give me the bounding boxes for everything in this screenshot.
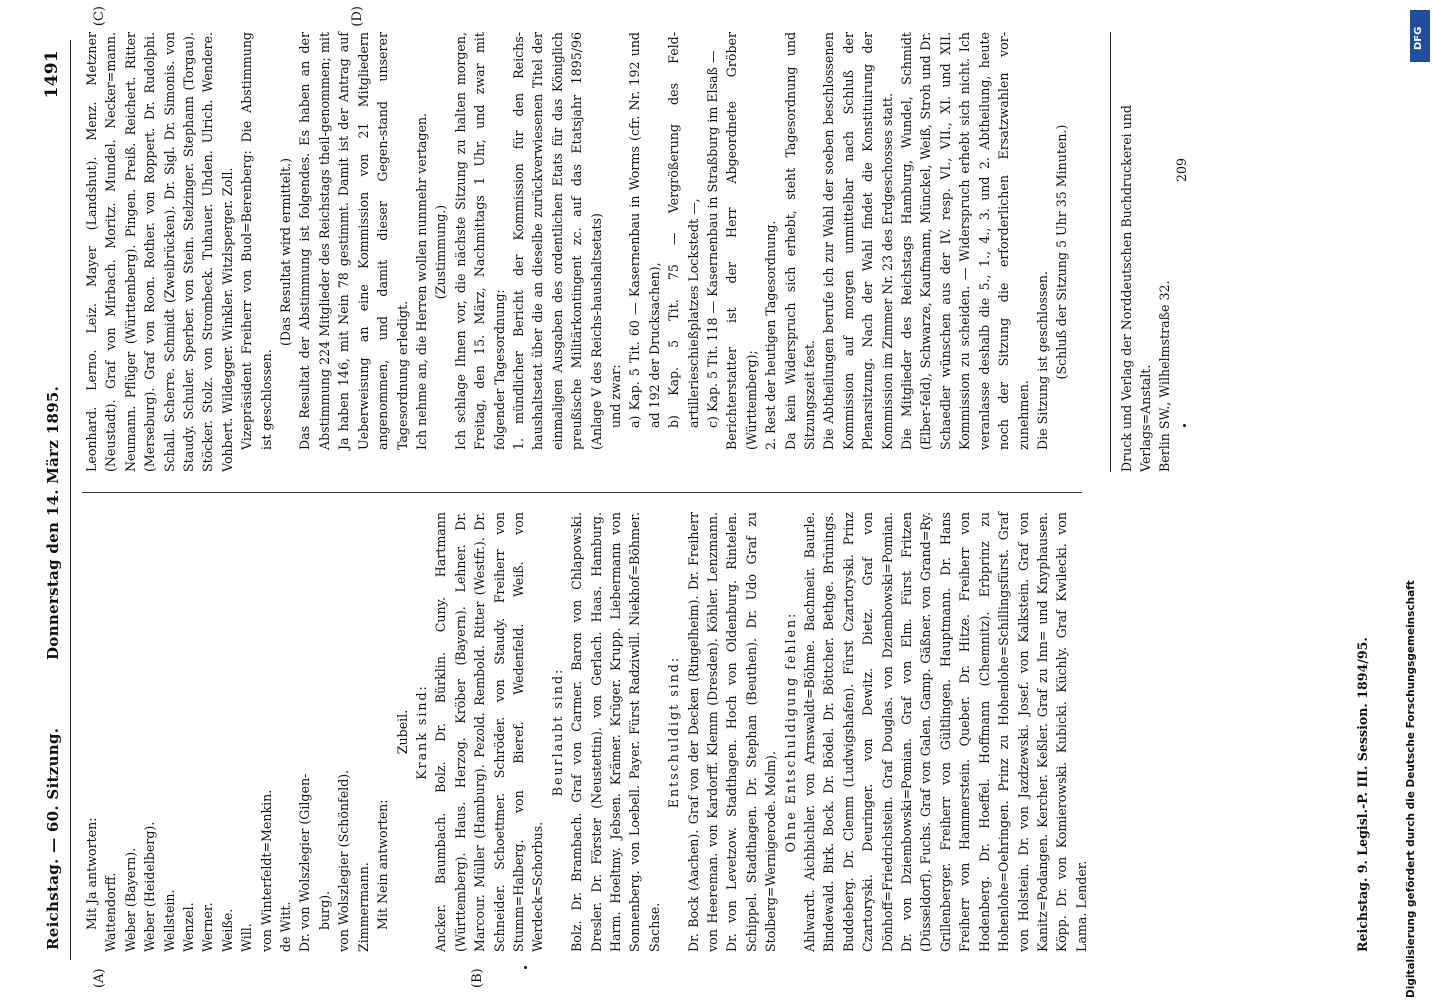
column-divider: [82, 492, 1082, 493]
left-column-paragraph: von Winterfeldt=Menkin.: [258, 789, 274, 952]
margin-marker-a: (A): [92, 968, 107, 988]
right-column-paragraph: Die Mitglieder des Reichstags Hamburg, Wundel, Schmidt (Elber-feld), Schwarze, Kaufmann, Münckel, Weiß, Stroh und Dr. Schaedler wünschen aus der IV. resp. VI., VII., XI. und XII. Kommission zu scheiden. — Widerspruch erhebt sich nicht. Ich veranlasse deshalb die 5., 1., 4., 3. und 2. Abtheilung, heute noch der Sitzung die erforderlichen Ersatzwahlen vor-zunehmen.: [899, 32, 1031, 450]
right-column-paragraph: 2. Rest der heutigen Tagesordnung.: [763, 220, 779, 450]
left-column-paragraph: Mit Ja antworten:: [84, 817, 99, 930]
right-column-paragraph: Vizepräsident Freiherr von Buol=Berenberg: Die Abstimmung ist geschlossen.: [239, 32, 274, 450]
right-column-paragraph: (Das Resultat wird ermittelt.): [278, 157, 294, 347]
left-column-paragraph: von Wolszlegier (Schönfeld).: [336, 769, 352, 952]
page-header: [42, 40, 71, 960]
left-column-paragraph: Entschuldigt sind:: [666, 655, 682, 809]
left-column-paragraph: Weber (Bayern).: [122, 847, 138, 952]
left-column-paragraph: Beurlaubt sind:: [549, 667, 565, 797]
dfg-logo-text: DFG: [1413, 26, 1424, 50]
right-column-paragraph: (Zustimmung.): [433, 204, 449, 300]
printer-line-2: Berlin SW., Wilhelmstraße 32.: [1157, 280, 1172, 472]
right-column-paragraph: und zwar:: [607, 364, 623, 428]
right-column-paragraph: Ich nehme an, die Herren wollen nunmehr vertagen.: [413, 112, 429, 450]
printer-imprint: [1110, 32, 1174, 472]
left-column-paragraph: Ohne Entschuldigung fehlen:: [782, 611, 798, 853]
header-left: Reichstag. — 60. Sitzung.: [44, 727, 62, 950]
dfg-logo: [1410, 10, 1430, 62]
right-column-paragraph: Das Resultat der Abstimmung ist folgendes. Es haben an der Abstimmung 224 Mitglieder des Reichstags theil-genommen; mit Ja haben 146, mit Nein 78 gestimmt. Damit ist der Antrag auf Ueberweisung an eine Kommission von 21 Mitgliedern angenommen, und damit dieser Gegen-stand unserer Tagesordnung erledigt.: [297, 32, 410, 450]
left-column-paragraph: Wenzel.: [181, 902, 197, 952]
right-column-paragraph: Berichterstatter ist der Herr Abgeordnete Gröber (Württemberg);: [724, 32, 759, 450]
margin-marker-d: (D): [350, 6, 365, 27]
right-column-paragraph: 1. mündlicher Bericht der Kommission für den Reichs-haushaltsetat über die an dieselbe zurückverwiesenen Titel der einmaligen Ausgaben des ordentlichen Etats für das Königlich preußische Militärkontingent zc. auf das Etatsjahr 1895/96 (Anlage V des Reichs-haushaltsetats): [510, 32, 604, 450]
right-column-paragraph: Die Sitzung ist geschlossen.: [1034, 270, 1050, 450]
left-column: [82, 512, 1089, 952]
scan-speck: [524, 966, 527, 969]
left-column-paragraph: Mit Nein antworten:: [375, 799, 391, 930]
left-column-paragraph: Wellstein.: [161, 889, 177, 952]
scan-speck: [1183, 424, 1186, 427]
margin-marker-b: (B): [470, 968, 485, 988]
left-column-paragraph: Weber (Heidelberg).: [142, 821, 158, 952]
margin-marker-c: (C): [92, 6, 107, 27]
right-column: [82, 32, 1082, 472]
right-column-paragraph: Da kein Widerspruch sich erhebt, steht Tagesordnung und Sitzungszeit fest.: [782, 32, 818, 450]
footer-session-line: Reichstag. 9. Legisl.-P. III. Session. 1894/95.: [1355, 637, 1370, 952]
left-column-paragraph: Krank sind:: [413, 684, 429, 780]
right-column-paragraph: a) Kap. 5 Tit. 60 — Kasernenbau in Worms (cfr. Nr. 192 und ad 192 der Drucksachen),: [627, 32, 662, 428]
right-column-paragraph: Leonhard. Lerno. Leiz. Mayer (Landshut). Menz. Metzner (Neustadt). Graf von Mirbach. Moritz. Mundel. Necker=mann. Neumann. Pflüger (Württemberg). Pingen. Preiß. Reichert. Ritter (Merseburg). Graf von Roon. Rother. von Roppert. Dr. Rudolphi. Schall. Scherre. Schmidt (Zweibrücken). Dr. Sigl. Dr. Simonis. von Staudy. Schuler. Sperber. von Stein. Stelzinger. Stephann (Torgau). Stöcker. Stolz. von Strombeck. Tuhauer. Uhden. Ulrich. Wendere. Vohbert. Wildegger. Winkler. Witzlsperger. Zoll.: [84, 32, 235, 472]
left-column-paragraph: Wattendorff.: [103, 872, 119, 952]
left-column-paragraph: Ancker. Baumbach. Bolz. Dr. Bürklin. Cuny. Hartmann (Württemberg). Haus. Herzog. Kröber (Bayern). Lehner. Dr. Marcour. Müller (Hamburg). Pezold. Rembold. Ritter (Westfr.). Dr. Schneider. Schoettmer. Schröder. von Staudy. Freiherr von Stumm=Halberg. von Bieref. Wedenfeld. Weiß. von Werdeck=Schorbus.: [433, 512, 546, 952]
left-column-paragraph: Will.: [239, 923, 255, 952]
right-column-paragraph: (Schluß der Sitzung 5 Uhr 35 Minuten.): [1054, 124, 1070, 380]
left-column-paragraph: Werner.: [200, 902, 216, 952]
left-column-paragraph: burg).: [316, 890, 332, 930]
left-column-paragraph: de Witt.: [278, 901, 294, 952]
header-date: Donnerstag den 14. März 1895.: [44, 385, 62, 660]
printer-line-1: Druck und Verlag der Norddeutschen Buchdruckerei und Verlags=Anstalt.: [1119, 105, 1153, 472]
sheet-number: 209: [1174, 157, 1189, 182]
left-column-paragraph: Weiße.: [219, 908, 235, 952]
right-column-paragraph: Ich schlage Ihnen vor, die nächste Sitzung zu halten morgen, Freitag, den 15. März, Nachmittags 1 Uhr, und zwar mit folgender Tagesordnung:: [452, 32, 507, 450]
left-column-paragraph: Ahlwardt. Aichbichler. von Arnswaldt=Böhme. Bachmeir. Baurle. Bindewald. Birk. Bock. Dr. Bödel. Dr. Böttcher. Bethge. Brünings. Buddeberg. Dr. Clemm (Ludwigshafen). Fürst Czartoryski. Prinz Czartoryski. Deuringer. von Dewitz. Dietz. Graf von Dönhoff=Friedrichstein. Graf Douglas. von Dziembowski=Pomian. Dr. von Dziembowski=Pomian. Graf von Elm. Fürst Fritzen (Düsseldorf). Fuchs. Graf von Galen. Gamp. Gäßner. von Grand=Ry. Grillenberger. Freiherr von Gültlingen. Hauptmann. Dr. Hans Freiherr von Hammerstein. Queber. Dr. Hitze. Freiherr von Hodenberg. Dr. Hoeffel. Hoffmann (Chemnitz). Erbprinz zu Hohenlohe=Oehringen. Prinz zu Hohenlohe=Schillingsfürst. Graf von Holstein. Dr. von Jazdzewski. Josef. von Kalkstein. Graf von Kanitz=Podangen. Kercher. Keßler. Graf zu Inn= und Knyphausen. Köpp. Dr. von Komierowski. Kubicki. Küchly. Graf Kwilecki. von Lama. Lender.: [802, 512, 1089, 952]
left-column-paragraph: Dr. Bock (Aachen). Graf von der Decken (Ringelheim). Dr. Freiherr von Heereman. von Kardorff. Klemm (Dresden). Köhler. Lenzmann. Dr. von Levetzow. Stadthagen. Hoch von Oldenburg. Rintelen. Schippel. Stadthagen. Dr. Stephan (Beuthen). Dr. Udo Graf zu Stolberg=Wernigerode. Molm).: [685, 512, 779, 952]
left-column-paragraph: Bolz. Dr. Brambach. Graf von Carmer. Baron von Chlapowski. Dresler. Dr. Förster (Neustettin). von Gerlach. Haas. Hamburg. Harm. Hoeltmy. Jebsen. Krämer. Krüger. Krupp. Liebermann von Sonnenberg. von Loebell. Payer. Fürst Radziwill. Niekhof=Böhmer. Sachse.: [569, 512, 662, 952]
left-column-paragraph: Zubeil.: [394, 709, 410, 755]
right-column-paragraph: b) Kap. 5 Tit. 75 — Vergrößerung des Feld-artillerieschießplatzes Lockstedt —,: [666, 32, 701, 428]
left-column-paragraph: Dr. von Wolszlegier (Gilgen-: [297, 773, 313, 952]
digitization-note: Digitalisierung gefördert durch die Deutsche Forschungsgemeinschaft: [1405, 580, 1417, 998]
right-column-paragraph: c) Kap. 5 Tit. 118 — Kasernenbau in Straßburg im Elsaß —: [705, 50, 720, 428]
left-column-paragraph: Zimmermann.: [355, 862, 371, 952]
header-page-number: 1491: [42, 50, 62, 99]
right-column-paragraph: Die Abtheilungen berufe ich zur Wahl der soeben beschlossenen Kommission auf morgen unmittelbar nach Schluß der Plenarsitzung. Nach der Wahl findet die Konstituirung der Kommission im Zimmer Nr. 23 des Erdgeschosses statt.: [821, 32, 895, 450]
